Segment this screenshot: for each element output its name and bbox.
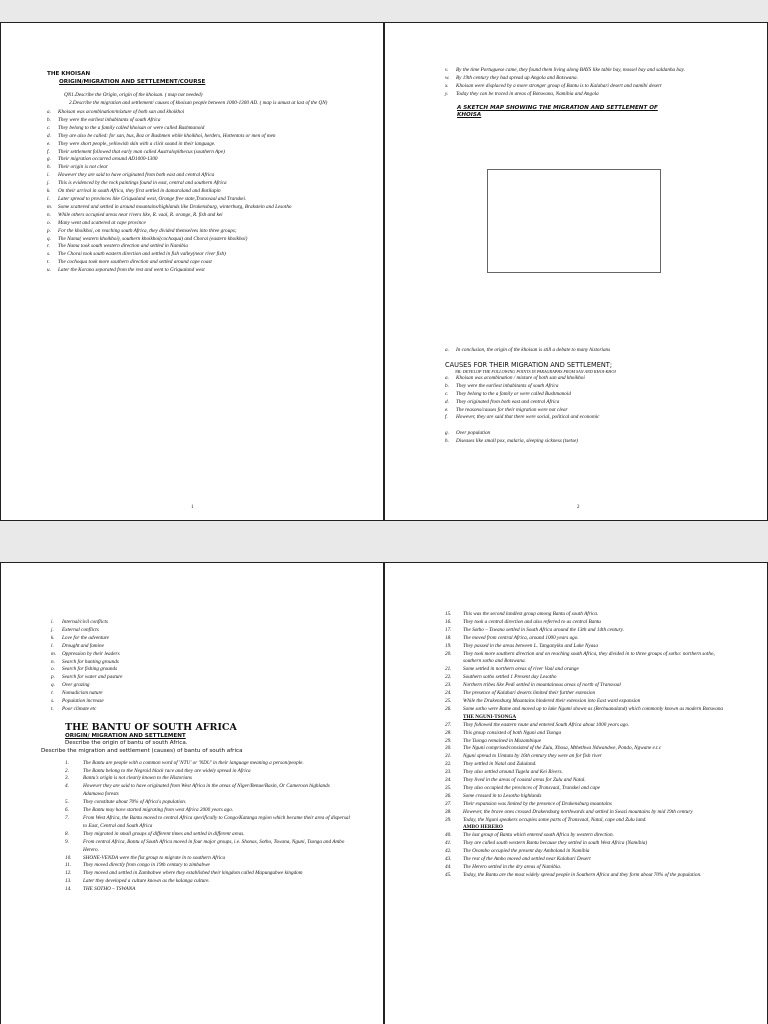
bantu-list-continued: [445, 611, 729, 880]
list-text: Many went and scattered at cape province: [58, 219, 146, 226]
list-marker: k.: [47, 188, 51, 195]
list-item: [51, 619, 351, 627]
list-item: [47, 180, 343, 188]
list-text: In conclusion, the origin of the khoisan is still a debate to many historians: [456, 347, 611, 353]
list-text: Today, the Bantu are the most widely spread people in Southern Africa and they form about 70% of the population.: [463, 871, 702, 878]
list-text: The Nguni comprised/consisted of the Zulu, Xhosa, Mthethwa Ndwandwe, Pondo, Ngwane e.t.c: [463, 745, 662, 752]
list-text: They took more southern direction and on reaching south Africa, they divided in to three groups of sotho: northern sotho, southern sotho and Botswana.: [463, 650, 715, 665]
causes-list-continued: [51, 619, 351, 714]
bantu-question-1: Describe the origin of bantu of south Africa.: [65, 740, 188, 747]
nb-note: NB: DEVELOP THE FOLLOWING POINTS IN PARAGRAPHS FROM SAN AND KHOI-KHOI: [455, 368, 616, 374]
list-marker: 34.: [445, 777, 452, 784]
list-text: Oppression by their leaders: [62, 650, 120, 657]
list-marker: 15.: [445, 611, 452, 617]
list-item: [445, 864, 729, 872]
list-marker: 24.: [445, 690, 452, 697]
list-marker: 43.: [445, 856, 452, 863]
list-item: [445, 856, 729, 864]
list-text: The Nama( western khoikhoi), southern khoikhoi(cochoqua) and Chorai (eastern khoikhoi): [58, 235, 248, 242]
list-item: [65, 807, 351, 815]
list-marker: 12.: [65, 870, 72, 877]
list-item: [445, 651, 729, 667]
document-page-1: [0, 22, 384, 521]
list-marker: 2.: [65, 767, 69, 774]
list-item: [445, 753, 729, 761]
list-text: They are also be called: for san, bus, Boz or Bushmen while khoikhoi, herders, Hottentots or men of men: [58, 132, 276, 139]
bantu-question-2: Describe the migration and settlement (causes) of bantu of south africa: [41, 748, 243, 755]
list-text: The presence of Kalahari deserts limited their further extension: [463, 690, 596, 697]
list-item: [47, 141, 343, 149]
list-marker: 4.: [65, 783, 69, 790]
list-item: [47, 228, 343, 236]
list-marker: h.: [445, 438, 449, 445]
list-text: While others occupied areas near rivers like, R. vaal, R. orange, R. fish and kei: [58, 211, 223, 218]
list-text: SHONE-VENDA were the fist group to migrate in to southern Africa: [83, 854, 226, 861]
list-item: [47, 212, 343, 220]
list-item: [445, 666, 729, 674]
list-marker: l.: [51, 642, 54, 649]
list-text: Khoisan was acombination / mixture of both san and khoikhoi: [456, 374, 585, 381]
list-item: [47, 117, 343, 125]
list-item: [47, 204, 343, 212]
page-number: 1: [191, 505, 194, 510]
document-page-2: [384, 22, 768, 521]
list-marker: 39.: [445, 816, 452, 823]
list-item: [445, 682, 729, 690]
list-item: [65, 768, 351, 776]
list-marker: 6.: [65, 807, 69, 814]
list-marker: 42.: [445, 848, 452, 855]
list-marker: 30.: [445, 745, 452, 752]
list-text: The Bantu belong to the Negroid black race and they are widely spread in Africa: [83, 767, 251, 774]
list-text: They lived in the areas of coastal areas for Zulu and Natal.: [463, 777, 586, 784]
list-item: [47, 156, 343, 164]
list-item: [47, 109, 343, 117]
list-text: Their origin is not clear: [58, 164, 108, 171]
list-item: [445, 83, 729, 91]
list-marker: g.: [445, 430, 449, 437]
list-item: [445, 674, 729, 682]
list-marker: h.: [47, 164, 51, 171]
list-marker: v.: [445, 67, 449, 73]
list-text: From central Africa, Bantu of South Africa moved in four major groups, i.e. Shonas, Sotho, Tswana, Nguni, Tsonga and Ambo Herero.: [83, 838, 345, 853]
list-text: For the khoikhoi, on reaching south Africa, they divided themselves into three groups;: [58, 227, 237, 234]
list-text: They originated from both east and central Africa: [456, 398, 560, 405]
list-marker: 37.: [445, 800, 452, 807]
list-item: [445, 643, 729, 651]
list-marker: 40.: [445, 832, 452, 839]
list-item: [51, 635, 351, 643]
list-item: [51, 690, 351, 698]
list-text: The Ovambo occupied the present day Amboland in Namibia: [463, 848, 590, 855]
list-text: Their expansion was limited by the presence of Drakensburg mountains: [463, 800, 612, 807]
list-item: [445, 611, 729, 619]
list-text: They constitute about 70% of Africa's population.: [83, 799, 187, 806]
list-text: Northern tribes like Pedi settled in mountainous areas of north of Transvaal: [463, 682, 621, 689]
list-item: [65, 799, 351, 807]
list-item: [65, 878, 351, 886]
list-text: Some sotho were Bame and moved up to lake Ngami shown as (Bechuanaland) which commonly known as modern Botswana: [463, 705, 724, 712]
list-item: [51, 643, 351, 651]
list-text: Search for hunting grounds: [62, 658, 119, 665]
list-marker: m.: [47, 203, 53, 210]
list-item: [445, 785, 729, 793]
list-marker: f.: [445, 414, 448, 421]
list-marker: 21.: [445, 666, 452, 673]
bantu-subtitle: ORIGIN/ MIGRATION AND SETTLEMENT: [65, 732, 186, 739]
list-text: Search for fishing grounds: [62, 666, 118, 673]
list-text: Later they developed a culture known as the kalanga culture.: [83, 878, 210, 885]
list-text: The Sotho – Tswana settled in South Africa around the 13th and 14th century.: [463, 626, 624, 633]
page-title: THE KHOISAN: [47, 71, 91, 77]
list-marker: 9.: [65, 838, 69, 845]
page-4-content: [445, 611, 729, 880]
list-text: This was the second landlest group among Bantu of south Africa.: [463, 611, 599, 617]
list-item: [445, 375, 729, 383]
list-text: Nguni spread to Umtata by 16th century they were an for fish river: [463, 753, 602, 760]
list-marker: c.: [47, 124, 51, 131]
page-2-content: [445, 67, 729, 120]
list-item: [445, 761, 729, 769]
list-text: Today they can be traced in areas of Botswana, Namibia and Angola: [456, 90, 599, 97]
list-marker: n.: [47, 211, 51, 218]
list-text: AMBO HERERO: [463, 824, 503, 831]
list-text: The Chorai took south eastern direction and settled in fish valley(near river fish): [58, 251, 226, 258]
list-item: [445, 817, 729, 825]
list-text: However, they are said that there were social, political and economic: [456, 414, 600, 421]
list-item: [445, 793, 729, 801]
list-text: Some settled in northern areas of river Vaal and orange: [463, 666, 579, 673]
list-item: [65, 870, 351, 878]
list-text: They migrated in small groups of different times and settled in different areas.: [83, 830, 245, 837]
list-marker: [445, 714, 463, 722]
list-marker: c.: [445, 390, 449, 397]
list-text: Nomadicism nature: [62, 690, 103, 697]
list-item: [47, 251, 343, 259]
list-item: [445, 730, 729, 738]
causes-title: CAUSES FOR THEIR MIGRATION AND SETTLEMENT;: [445, 360, 613, 369]
list-item: [445, 67, 729, 75]
list-text: Diseases like small pox, malaria, sleeping sickness (tsetse): [456, 438, 579, 445]
list-marker: 35.: [445, 784, 452, 791]
list-item: [47, 172, 343, 180]
list-item: [445, 407, 729, 415]
list-text: The Bantu are people with a common word of 'NTU' or 'NDU' in their language meaning a person/people.: [83, 759, 304, 766]
list-text: They belong to the a family or were called Bushmanoid: [456, 390, 571, 397]
list-marker: r.: [51, 690, 54, 697]
list-marker: 16.: [445, 618, 452, 625]
list-marker: 3.: [65, 775, 69, 782]
list-marker: 31.: [445, 753, 452, 760]
list-text: Their settlement followed that early man called Australopithecus (southern Ape): [58, 148, 225, 155]
list-marker: o.: [51, 666, 55, 673]
list-marker: e.: [445, 406, 449, 413]
list-marker: t.: [47, 259, 50, 266]
causes-list-2: [445, 430, 729, 446]
list-item: [51, 698, 351, 706]
list-item: [445, 635, 729, 643]
list-marker: e.: [47, 140, 51, 147]
list-marker: y.: [445, 90, 449, 97]
list-item: [65, 886, 351, 894]
list-item: [47, 259, 343, 267]
list-item: [47, 125, 343, 133]
list-text: Khoisan were displaced by a more stronger group of Bantu is to Kalahari desert and namibi desert: [456, 82, 662, 89]
list-marker: p.: [51, 674, 55, 681]
list-item: [65, 783, 351, 799]
list-marker: b.: [47, 116, 51, 123]
list-marker: 44.: [445, 864, 452, 870]
list-text: The Herero settled in the dry areas of Namibia.: [463, 864, 562, 870]
list-item: [445, 75, 729, 83]
list-marker: 17.: [445, 626, 452, 633]
list-marker: j.: [47, 180, 50, 187]
list-item: [445, 91, 729, 99]
list-item: [47, 133, 343, 141]
conclusion: [445, 347, 729, 355]
list-text: However they are said to have originated from both east and central Africa: [58, 172, 215, 179]
list-text: Later spread to provinces like Griqualand west, Orange free state,Transvaal and Transkei.: [58, 195, 247, 202]
list-text: They also settled around Tugela and Kei Rivers.: [463, 769, 563, 776]
list-marker: 29.: [445, 737, 452, 744]
list-marker: 38.: [445, 808, 452, 815]
list-item: [445, 690, 729, 698]
list-text: They also occupied the provinces of Transvaal, Transkei and cape: [463, 784, 600, 791]
list-marker: a.: [47, 109, 51, 115]
list-text: Later the Korana separated from the rest and went to Griqualand west: [58, 267, 205, 274]
page-2-lower: [445, 347, 729, 446]
document-page-4: [384, 562, 768, 1024]
list-marker: 8.: [65, 830, 69, 837]
list-text: The rest of the Ambo moved and settled near Kalahari Desert: [463, 856, 591, 863]
list-text: Love for the adventure: [62, 634, 109, 641]
page-1-content: [47, 71, 343, 275]
list-text: The moved from central Africa, around 1000 years ago.: [463, 634, 579, 641]
list-marker: 13.: [65, 878, 72, 885]
list-marker: q.: [51, 682, 55, 689]
list-text: Today, the Nguni speakers occupies some parts of Transvaal, Natal, cape and Zulu land.: [463, 816, 647, 823]
list-marker: j.: [51, 626, 54, 633]
list-item: [65, 839, 351, 855]
page-3-content: [41, 619, 351, 894]
list-text: The Nama took south western direction and settled in Namibia: [58, 243, 188, 250]
list-item: [65, 831, 351, 839]
list-text: Population increase: [62, 698, 104, 705]
list-marker: a.: [445, 374, 449, 381]
list-marker: g.: [47, 156, 51, 163]
list-text: They passed in the areas between L. Tanganyika and Lake Nyasa: [463, 642, 598, 649]
list-text: They were short people, yellowish skin with a click sound in their language.: [58, 140, 216, 147]
list-text: By the time Portuguese came, they found them living along BAYS like table bay, mossel bay and saldanha bay.: [456, 67, 685, 73]
list-item: [445, 438, 729, 446]
list-text: THE NGUNI-TSONGA: [463, 713, 517, 720]
list-text: They are called south western Bantu because they settled in south West Africa (Namibia): [463, 840, 648, 847]
list-item: [445, 706, 729, 714]
list-item: [47, 236, 343, 244]
list-text: Drought and famine: [62, 642, 104, 649]
list-item: [47, 196, 343, 204]
list-item: [445, 809, 729, 817]
list-text: Some crossed in to Lesotho highlands: [463, 792, 542, 799]
origin-list-continued: [445, 67, 729, 99]
list-marker: i.: [51, 619, 54, 625]
list-marker: 19.: [445, 642, 452, 649]
list-marker: 33.: [445, 769, 452, 776]
list-text: While the Drakensburg Mountains hindered their extension into East ward expansion: [463, 697, 641, 704]
list-marker: w.: [445, 74, 450, 81]
list-text: Some scattered and settled in around mountains/highlands like Drakensburg, winterburg, Brakstein and Lesotho: [58, 203, 292, 210]
bantu-list: [65, 760, 351, 894]
list-item: [445, 627, 729, 635]
list-marker: 32.: [445, 761, 452, 768]
list-marker: 7.: [65, 815, 69, 821]
list-marker: x.: [445, 82, 449, 89]
list-text: Over grazing: [62, 682, 90, 689]
list-text: This is evidenced by the rock paintings found in east, central and southern Africa: [58, 180, 227, 187]
question-1: QN1.Describe the Origin, origin of the khoisan. ( map not needed): [64, 92, 203, 99]
list-text: They were the earliest inhabitants of south Africa: [58, 116, 161, 123]
list-item: [51, 682, 351, 690]
list-marker: 26.: [445, 705, 452, 712]
list-marker: 45.: [445, 871, 452, 878]
list-text: They settled in Natal and Zululand.: [463, 761, 537, 768]
list-text: By 19th century they had spread up Angola and Botswana.: [456, 74, 578, 81]
list-item: [445, 722, 729, 730]
list-marker: s.: [47, 251, 51, 258]
list-marker: o.: [47, 219, 51, 226]
list-item: [47, 267, 343, 275]
list-marker: a.: [445, 347, 449, 353]
list-marker: 22.: [445, 674, 452, 681]
list-marker: 27.: [445, 721, 452, 728]
list-text: They followed the eastern route and entered South Africa about 1000 years ago.: [463, 721, 630, 728]
list-text: This group consisted of both Nguni and Tsonga: [463, 729, 562, 736]
list-marker: 5.: [65, 799, 69, 806]
list-item: [51, 627, 351, 635]
list-item: [445, 698, 729, 706]
document-page-3: [0, 562, 384, 1024]
list-text: Search for water and pasture: [62, 674, 123, 681]
list-text: The Tsonga remained in Mozambique: [463, 737, 542, 744]
list-text: They took a central direction and also referred to as central Bantu: [463, 618, 601, 625]
list-marker: 18.: [445, 634, 452, 641]
list-marker: i.: [47, 172, 50, 179]
list-text: Southern sotho settled 1 Present day Lesotho: [463, 674, 557, 681]
list-marker: 23.: [445, 682, 452, 689]
list-marker: p.: [47, 227, 51, 234]
list-marker: f.: [47, 148, 50, 155]
list-marker: 20.: [445, 650, 452, 657]
list-item: [445, 840, 729, 848]
sketch-map-title: A SKETCH MAP SHOWING THE MIGRATION AND SETTLEMENT OF KHOISA: [457, 104, 658, 119]
list-item: [65, 862, 351, 870]
list-item: [445, 619, 729, 627]
list-marker: 28.: [445, 729, 452, 736]
list-text: Over population: [456, 430, 491, 437]
list-item: [445, 399, 729, 407]
list-item: [445, 347, 729, 355]
list-item: [445, 383, 729, 391]
list-marker: u.: [47, 267, 51, 274]
list-marker: r.: [47, 243, 50, 250]
list-text: The last group of Bantu which entered south Africa by western direction.: [463, 832, 614, 839]
list-marker: l.: [47, 195, 50, 202]
list-text: External conflicts: [62, 626, 99, 633]
page-subtitle: ORIGIN/MIGRATION AND SETTLEMENT/COURSE: [59, 78, 206, 85]
list-marker: 36.: [445, 792, 452, 799]
list-marker: 14.: [65, 886, 72, 893]
sketch-map-placeholder: [487, 169, 661, 273]
list-text: Bantu's origin is not clearly known to the Historians: [83, 775, 192, 782]
list-marker: t.: [51, 705, 54, 712]
list-item: [445, 391, 729, 399]
list-text: They were the earliest inhabitants of south Africa: [456, 382, 559, 389]
list-text: The Bantu may have started migrating from west Africa 2000 years ago.: [83, 807, 234, 814]
list-text: From West Africa, the Bantu moved to central Africa specifically to Congo/Katanga region which became their area of dispersal to East, Central and South Africa: [83, 815, 350, 829]
list-text: Poor climate etc: [62, 705, 97, 712]
list-item: [47, 220, 343, 228]
list-text: They moved directly from congo in 19th century to zimbabwe: [83, 862, 210, 869]
origin-list: [47, 109, 343, 275]
list-text: They belong to the a family called khoisan or were called Bushmanoid: [58, 124, 205, 131]
page-number: 2: [577, 505, 580, 510]
list-marker: k.: [51, 634, 55, 641]
question-2: 2.Describe the migration and settlement/ causes of khoisan people between 1000-1300 AD. ( map is amust at last of the QN): [69, 100, 328, 107]
list-item: [47, 149, 343, 157]
list-item: [445, 848, 729, 856]
list-text: THE SOTHO – TSWANA: [83, 886, 136, 893]
list-item: [51, 674, 351, 682]
causes-list: [445, 375, 729, 422]
bantu-title: THE BANTU OF SOUTH AFRICA: [65, 721, 237, 733]
list-marker: n.: [51, 658, 55, 665]
list-marker: 10.: [65, 854, 72, 861]
list-item: [65, 760, 351, 768]
list-item: [445, 777, 729, 785]
list-item: [445, 872, 729, 880]
list-marker: 25.: [445, 697, 452, 704]
list-item: [51, 651, 351, 659]
list-item: [445, 714, 729, 722]
list-item: [47, 188, 343, 196]
list-marker: b.: [445, 382, 449, 389]
list-item: [51, 706, 351, 714]
list-marker: q.: [47, 235, 51, 242]
list-marker: s.: [51, 698, 55, 705]
list-marker: m.: [51, 650, 57, 657]
list-text: Internal/civil conflicts: [62, 619, 108, 625]
list-marker: d.: [47, 132, 51, 139]
list-text: Their migration occurred around AD1000-1300: [58, 156, 158, 163]
list-marker: 41.: [445, 840, 452, 847]
list-text: However, the brave ones crossed Drakensburg northwards and settled in Swazi mountains by mid 19th century: [463, 808, 693, 815]
list-text: On their arrival in south Africa, they first settled in damaraland and Botilapin: [58, 188, 221, 195]
list-text: Khoisan was acombination/mixture of both san and khoikhoi: [58, 109, 185, 115]
list-item: [65, 815, 351, 831]
list-marker: d.: [445, 398, 449, 405]
list-item: [445, 769, 729, 777]
list-text: The cochoqua took more southern direction and settled around cape coast: [58, 259, 212, 266]
list-marker: 1.: [65, 759, 69, 766]
list-text: They moved and settled in Zambabwe where they established their kingdom called Mapungubwe kingdom: [83, 870, 303, 877]
list-item: [445, 801, 729, 809]
list-text: However they are said to have originated from West Africa in the areas of Niger/Benue/Basin, Or Cameroon highlands Adamawa forests: [83, 783, 330, 798]
list-text: The reasons/causes for their migration were not clear: [456, 406, 568, 413]
list-marker: 11.: [65, 862, 72, 869]
list-item: [445, 414, 729, 422]
